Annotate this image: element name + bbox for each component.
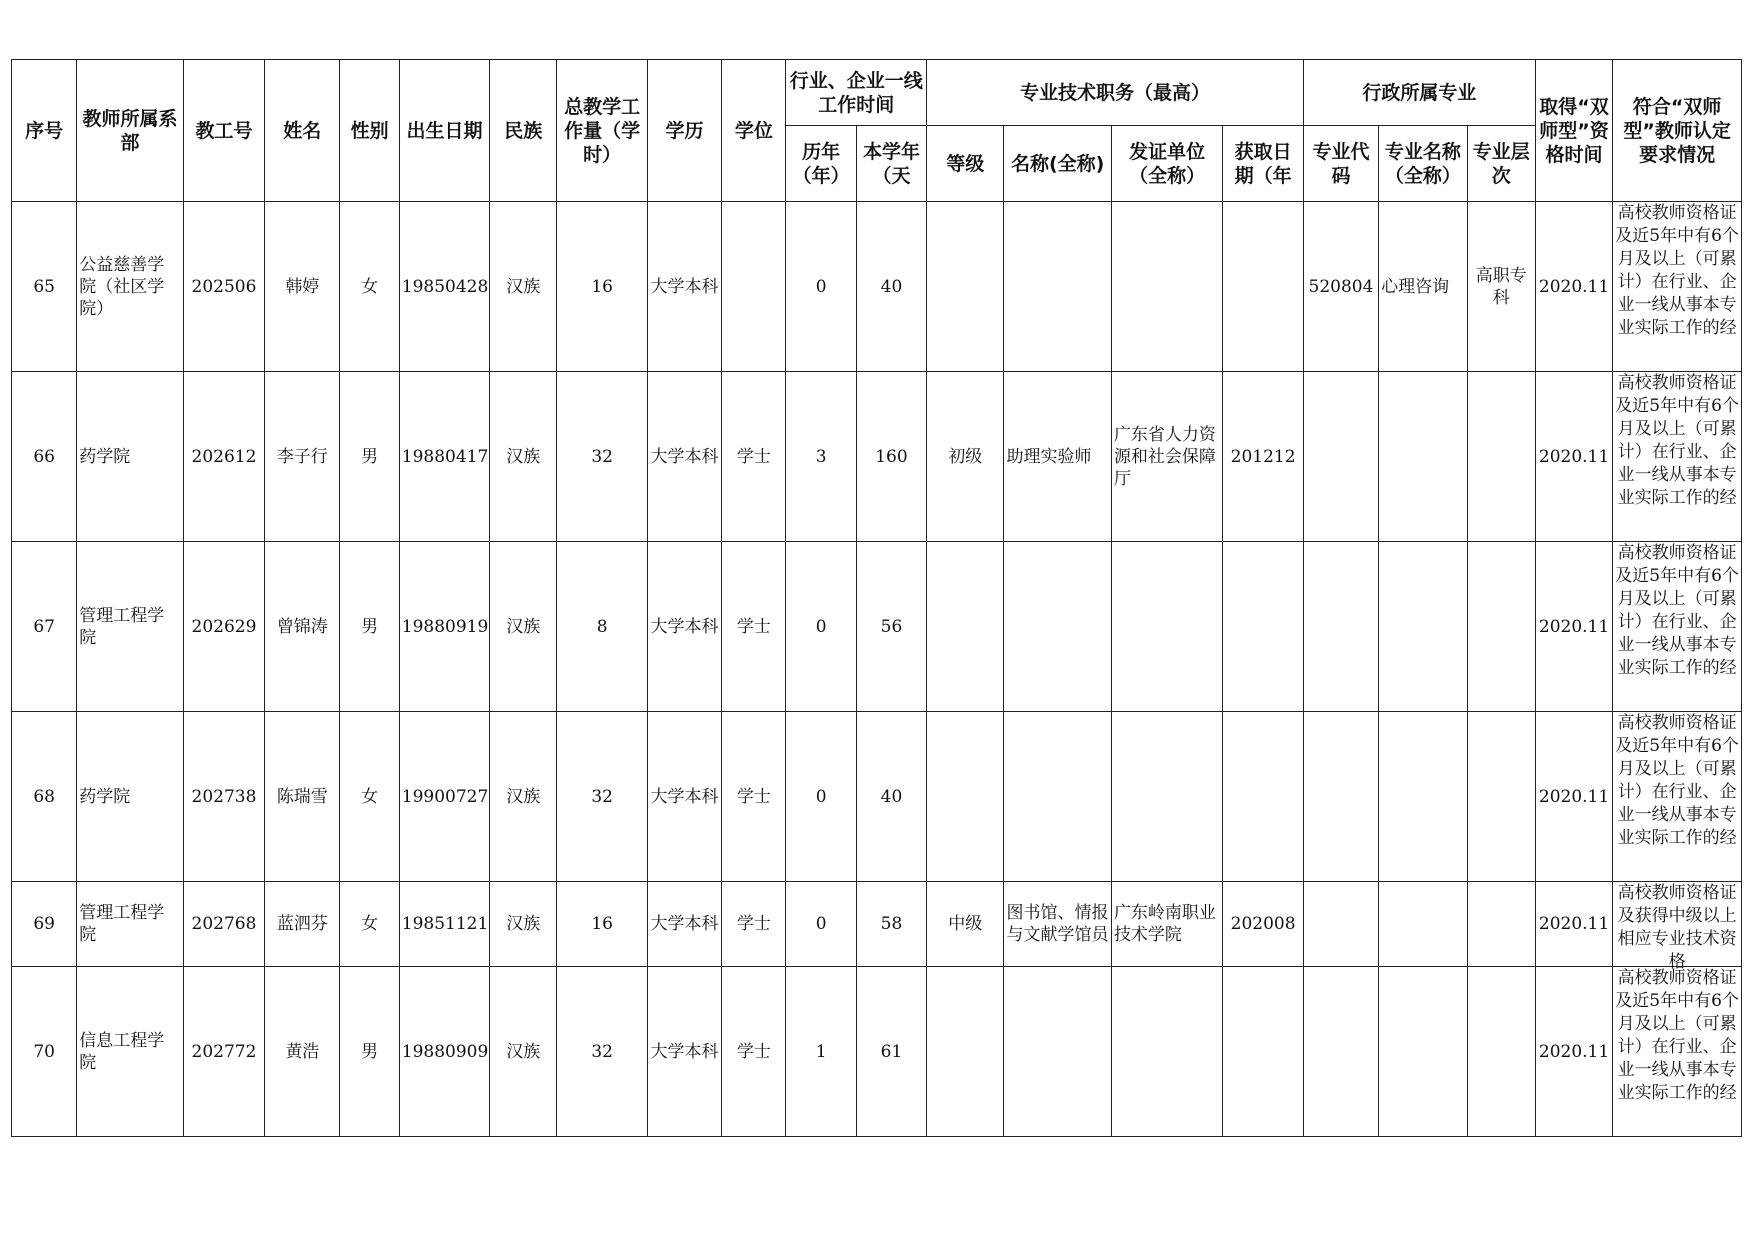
cell-dual-req: 高校教师资格证及近5年中有6个月及以上（可累计）在行业、企业一线从事本专业实际工作的经 xyxy=(1613,542,1742,712)
cell-major-name xyxy=(1379,967,1467,1137)
cell-birth: 19850428 xyxy=(399,202,489,372)
cell-industry-years: 1 xyxy=(786,967,856,1137)
header-workload: 总教学工作量（学时） xyxy=(557,60,647,202)
cell-workload: 32 xyxy=(557,372,647,542)
cell-emp-no: 202612 xyxy=(183,372,264,542)
cell-title-level: 中级 xyxy=(927,882,1004,967)
header-title-name: 名称(全称) xyxy=(1004,126,1111,202)
cell-workload: 16 xyxy=(557,202,647,372)
cell-education: 大学本科 xyxy=(647,202,721,372)
cell-degree: 学士 xyxy=(722,372,786,542)
cell-ethnic: 汉族 xyxy=(490,882,557,967)
cell-title-date: 202008 xyxy=(1223,882,1303,967)
cell-industry-days: 40 xyxy=(856,712,926,882)
header-seq: 序号 xyxy=(12,60,77,202)
cell-name: 陈瑞雪 xyxy=(265,712,340,882)
table-row xyxy=(12,712,1742,882)
header-industry-years: 历年（年） xyxy=(786,126,856,202)
cell-education: 大学本科 xyxy=(647,372,721,542)
cell-major-code xyxy=(1303,882,1378,967)
cell-dept: 药学院 xyxy=(77,712,183,882)
cell-industry-days: 160 xyxy=(856,372,926,542)
cell-emp-no: 202506 xyxy=(183,202,264,372)
cell-emp-no: 202768 xyxy=(183,882,264,967)
cell-degree: 学士 xyxy=(722,542,786,712)
teacher-table xyxy=(11,59,1742,1137)
cell-dual-time: 2020.11 xyxy=(1535,372,1612,542)
cell-dual-req: 高校教师资格证及获得中级以上相应专业技术资格 xyxy=(1613,882,1742,967)
cell-ethnic: 汉族 xyxy=(490,372,557,542)
cell-industry-years: 0 xyxy=(786,202,856,372)
cell-major-name xyxy=(1379,882,1467,967)
cell-gender: 男 xyxy=(340,542,399,712)
table-header xyxy=(12,60,1742,202)
cell-birth: 19880417 xyxy=(399,372,489,542)
cell-dual-time: 2020.11 xyxy=(1535,542,1612,712)
cell-title-date xyxy=(1223,712,1303,882)
cell-education: 大学本科 xyxy=(647,712,721,882)
cell-major-name xyxy=(1379,372,1467,542)
cell-industry-days: 40 xyxy=(856,202,926,372)
cell-dual-req: 高校教师资格证及近5年中有6个月及以上（可累计）在行业、企业一线从事本专业实际工作的经 xyxy=(1613,712,1742,882)
cell-title-level xyxy=(927,967,1004,1137)
cell-major-level xyxy=(1467,967,1535,1137)
cell-industry-years: 0 xyxy=(786,712,856,882)
cell-dept: 管理工程学院 xyxy=(77,882,183,967)
cell-major-level xyxy=(1467,542,1535,712)
header-degree: 学位 xyxy=(722,60,786,202)
cell-name: 黄浩 xyxy=(265,967,340,1137)
cell-birth: 19880919 xyxy=(399,542,489,712)
cell-industry-years: 0 xyxy=(786,542,856,712)
cell-title-issuer xyxy=(1111,967,1223,1137)
cell-workload: 8 xyxy=(557,542,647,712)
cell-major-level xyxy=(1467,712,1535,882)
cell-major-code xyxy=(1303,542,1378,712)
cell-title-date xyxy=(1223,542,1303,712)
cell-seq: 68 xyxy=(12,712,77,882)
cell-dept: 公益慈善学院（社区学院） xyxy=(77,202,183,372)
cell-major-level xyxy=(1467,372,1535,542)
cell-dual-req: 高校教师资格证及近5年中有6个月及以上（可累计）在行业、企业一线从事本专业实际工作的经 xyxy=(1613,202,1742,372)
cell-emp-no: 202772 xyxy=(183,967,264,1137)
cell-major-name xyxy=(1379,542,1467,712)
cell-ethnic: 汉族 xyxy=(490,202,557,372)
cell-seq: 69 xyxy=(12,882,77,967)
cell-degree: 学士 xyxy=(722,967,786,1137)
header-title-issuer: 发证单位（全称） xyxy=(1111,126,1223,202)
cell-birth: 19900727 xyxy=(399,712,489,882)
cell-title-issuer: 广东省人力资源和社会保障厅 xyxy=(1111,372,1223,542)
cell-degree xyxy=(722,202,786,372)
table-row xyxy=(12,882,1742,967)
cell-dual-time: 2020.11 xyxy=(1535,882,1612,967)
cell-dept: 管理工程学院 xyxy=(77,542,183,712)
cell-major-code xyxy=(1303,372,1378,542)
cell-title-name xyxy=(1004,967,1111,1137)
cell-dual-time: 2020.11 xyxy=(1535,202,1612,372)
cell-major-name: 心理咨询 xyxy=(1379,202,1467,372)
header-dept: 教师所属系部 xyxy=(77,60,183,202)
cell-workload: 32 xyxy=(557,967,647,1137)
cell-dual-time: 2020.11 xyxy=(1535,967,1612,1137)
cell-dept: 信息工程学院 xyxy=(77,967,183,1137)
cell-seq: 66 xyxy=(12,372,77,542)
cell-title-issuer xyxy=(1111,712,1223,882)
cell-title-level xyxy=(927,202,1004,372)
header-major-code: 专业代码 xyxy=(1303,126,1378,202)
cell-title-name: 图书馆、情报与文献学馆员 xyxy=(1004,882,1111,967)
cell-industry-years: 0 xyxy=(786,882,856,967)
cell-major-name xyxy=(1379,712,1467,882)
header-industry-group: 行业、企业一线工作时间 xyxy=(786,60,927,126)
cell-industry-years: 3 xyxy=(786,372,856,542)
header-title-level: 等级 xyxy=(927,126,1004,202)
cell-education: 大学本科 xyxy=(647,882,721,967)
header-industry-days: 本学年（天 xyxy=(856,126,926,202)
cell-workload: 16 xyxy=(557,882,647,967)
cell-education: 大学本科 xyxy=(647,542,721,712)
cell-emp-no: 202629 xyxy=(183,542,264,712)
cell-birth: 19880909 xyxy=(399,967,489,1137)
cell-title-date: 201212 xyxy=(1223,372,1303,542)
cell-degree: 学士 xyxy=(722,882,786,967)
table-row xyxy=(12,542,1742,712)
cell-title-level xyxy=(927,542,1004,712)
cell-title-level xyxy=(927,712,1004,882)
cell-seq: 67 xyxy=(12,542,77,712)
cell-major-code xyxy=(1303,967,1378,1137)
cell-gender: 女 xyxy=(340,712,399,882)
header-dual-req: 符合“双师型”教师认定要求情况 xyxy=(1613,60,1742,202)
cell-dept: 药学院 xyxy=(77,372,183,542)
header-education: 学历 xyxy=(647,60,721,202)
header-name: 姓名 xyxy=(265,60,340,202)
cell-dual-req: 高校教师资格证及近5年中有6个月及以上（可累计）在行业、企业一线从事本专业实际工作的经 xyxy=(1613,372,1742,542)
header-major-level: 专业层次 xyxy=(1467,126,1535,202)
cell-major-code xyxy=(1303,712,1378,882)
cell-major-level: 高职专科 xyxy=(1467,202,1535,372)
table-row xyxy=(12,967,1742,1137)
cell-title-name xyxy=(1004,712,1111,882)
cell-industry-days: 61 xyxy=(856,967,926,1137)
cell-title-name xyxy=(1004,542,1111,712)
cell-major-code: 520804 xyxy=(1303,202,1378,372)
header-ethnic: 民族 xyxy=(490,60,557,202)
cell-ethnic: 汉族 xyxy=(490,542,557,712)
cell-gender: 男 xyxy=(340,967,399,1137)
cell-title-level: 初级 xyxy=(927,372,1004,542)
cell-gender: 男 xyxy=(340,372,399,542)
cell-ethnic: 汉族 xyxy=(490,967,557,1137)
header-title-group: 专业技术职务（最高） xyxy=(927,60,1304,126)
cell-gender: 女 xyxy=(340,202,399,372)
header-gender: 性别 xyxy=(340,60,399,202)
cell-title-date xyxy=(1223,202,1303,372)
cell-title-issuer: 广东岭南职业技术学院 xyxy=(1111,882,1223,967)
header-birth: 出生日期 xyxy=(399,60,489,202)
cell-title-name xyxy=(1004,202,1111,372)
header-title-date: 获取日期（年 xyxy=(1223,126,1303,202)
cell-seq: 65 xyxy=(12,202,77,372)
table-row xyxy=(12,202,1742,372)
header-dual-time: 取得“双师型”资格时间 xyxy=(1535,60,1612,202)
cell-education: 大学本科 xyxy=(647,967,721,1137)
cell-workload: 32 xyxy=(557,712,647,882)
cell-name: 李子行 xyxy=(265,372,340,542)
cell-title-issuer xyxy=(1111,202,1223,372)
cell-name: 曾锦涛 xyxy=(265,542,340,712)
cell-birth: 19851121 xyxy=(399,882,489,967)
cell-title-date xyxy=(1223,967,1303,1137)
header-emp-no: 教工号 xyxy=(183,60,264,202)
cell-emp-no: 202738 xyxy=(183,712,264,882)
cell-ethnic: 汉族 xyxy=(490,712,557,882)
cell-degree: 学士 xyxy=(722,712,786,882)
cell-name: 蓝泗芬 xyxy=(265,882,340,967)
cell-name: 韩婷 xyxy=(265,202,340,372)
cell-dual-req: 高校教师资格证及近5年中有6个月及以上（可累计）在行业、企业一线从事本专业实际工作的经 xyxy=(1613,967,1742,1137)
cell-title-issuer xyxy=(1111,542,1223,712)
cell-gender: 女 xyxy=(340,882,399,967)
cell-major-level xyxy=(1467,882,1535,967)
header-admin-group: 行政所属专业 xyxy=(1303,60,1535,126)
table-row xyxy=(12,372,1742,542)
cell-seq: 70 xyxy=(12,967,77,1137)
table-body xyxy=(12,202,1742,1137)
cell-title-name: 助理实验师 xyxy=(1004,372,1111,542)
cell-industry-days: 58 xyxy=(856,882,926,967)
cell-industry-days: 56 xyxy=(856,542,926,712)
cell-dual-time: 2020.11 xyxy=(1535,712,1612,882)
header-major-name: 专业名称（全称） xyxy=(1379,126,1467,202)
